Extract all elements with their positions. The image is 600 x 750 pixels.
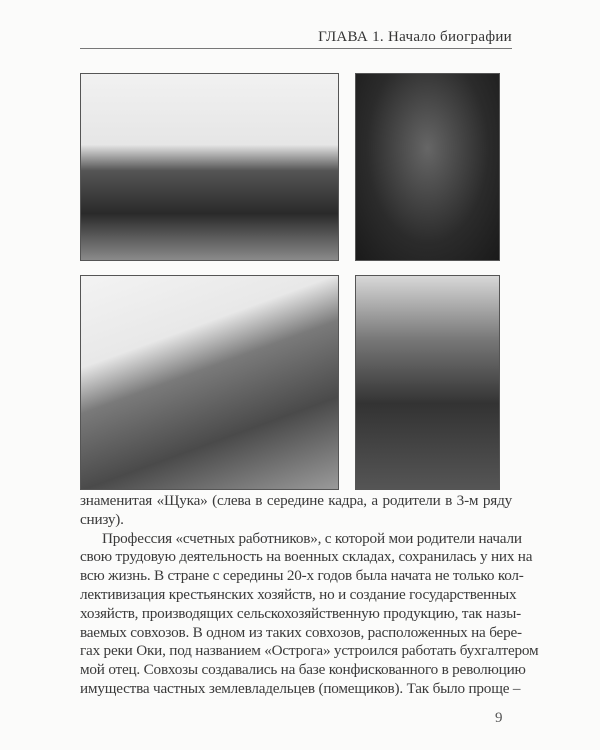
text-line: свою трудовую деятельность на военных складах, сохранилась у них на (80, 548, 533, 566)
photo-group-hillside (80, 275, 339, 490)
text-line: гах реки Оки, под названием «Острога» устроился работать бухгалтером (80, 642, 539, 660)
text-line: хозяйств, производящих сельскохозяйственную продукцию, так назы- (80, 604, 521, 622)
body-text (80, 492, 539, 699)
page-number: 9 (495, 710, 503, 726)
photo-group-closeup (355, 73, 500, 261)
text-line: ваемых совхозов. В одном из таких совхозов, расположенных на бере- (80, 623, 522, 641)
photo-group-house (80, 73, 339, 261)
header-rule (80, 48, 512, 49)
text-line: имущества частных землевладельцев (помещиков). Так было проще – (80, 679, 521, 697)
photo-hillside-closeup (355, 275, 500, 490)
text-line: знаменитая «Щука» (слева в середине кадра, а родители в 3-м ряду (80, 492, 512, 509)
running-header: ГЛАВА 1. Начало биографии (318, 29, 512, 45)
text-line: мой отец. Совхозы создавались на базе конфискованного в революцию (80, 661, 526, 679)
text-line: лективизация крестьянских хозяйств, но и создание государственных (80, 585, 517, 603)
text-line: снизу). (80, 510, 124, 528)
text-line: всю жизнь. В стране с середины 20-х годов была начата не только кол- (80, 567, 524, 585)
text-line: Профессия «счетных работников», с которой мои родители начали (102, 529, 522, 547)
